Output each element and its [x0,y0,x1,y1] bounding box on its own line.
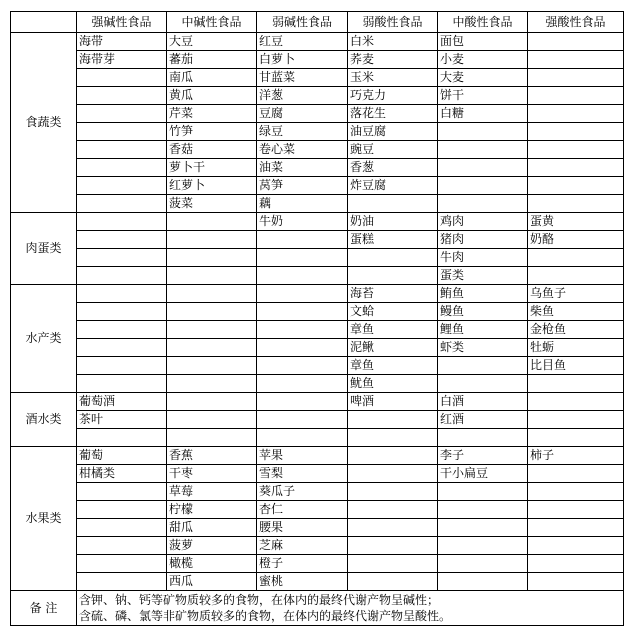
food-cell [77,159,167,177]
table-row [11,177,624,195]
food-cell [257,357,348,375]
column-header: 中酸性食品 [438,12,528,33]
food-cell [438,357,528,375]
food-cell [257,429,348,447]
food-cell [167,321,257,339]
food-cell: 白酒 [438,393,528,411]
food-cell: 南瓜 [167,69,257,87]
food-cell [77,555,167,573]
table-row [11,411,624,429]
food-cell [77,537,167,555]
food-cell: 香菇 [167,141,257,159]
food-cell [528,249,624,267]
table-row [11,195,624,213]
table-row [11,537,624,555]
food-cell [348,483,438,501]
food-cell [438,519,528,537]
table-row [11,141,624,159]
food-cell: 干枣 [167,465,257,483]
food-cell: 蛋糕 [348,231,438,249]
food-cell [167,429,257,447]
food-cell: 葵瓜子 [257,483,348,501]
food-cell [257,285,348,303]
table-row [11,321,624,339]
food-cell [167,375,257,393]
food-cell: 海苔 [348,285,438,303]
food-cell: 比目鱼 [528,357,624,375]
food-cell: 腰果 [257,519,348,537]
food-cell [348,555,438,573]
food-cell [438,375,528,393]
table-row [11,33,624,51]
food-cell [257,393,348,411]
food-cell [528,87,624,105]
food-cell: 西瓜 [167,573,257,591]
food-cell [77,501,167,519]
food-cell [528,69,624,87]
food-cell: 海带芽 [77,51,167,69]
food-acidity-table [10,11,624,626]
table-row [11,303,624,321]
food-cell: 油豆腐 [348,123,438,141]
food-cell [528,123,624,141]
table-row [11,213,624,231]
table-row [11,123,624,141]
food-cell [438,537,528,555]
food-cell [438,483,528,501]
food-cell: 甜瓜 [167,519,257,537]
food-cell: 白米 [348,33,438,51]
food-cell [438,429,528,447]
food-cell: 玉米 [348,69,438,87]
food-cell [167,357,257,375]
food-cell: 竹笋 [167,123,257,141]
table-row [11,483,624,501]
food-cell: 绿豆 [257,123,348,141]
food-cell: 鳗鱼 [438,303,528,321]
food-cell [348,519,438,537]
food-cell: 橄榄 [167,555,257,573]
food-cell: 白萝卜 [257,51,348,69]
food-cell [348,249,438,267]
food-cell [77,483,167,501]
header-row [11,12,624,33]
food-cell [348,465,438,483]
food-cell [528,555,624,573]
food-cell [528,195,624,213]
notes-line: 含钾、钠、钙等矿物质较多的食物，在体内的最终代谢产物呈碱性； [79,593,440,607]
food-cell [167,249,257,267]
table-row [11,357,624,375]
food-cell [348,447,438,465]
food-cell: 洋葱 [257,87,348,105]
food-cell: 乌鱼子 [528,285,624,303]
column-header: 中碱性食品 [167,12,257,33]
food-cell: 豌豆 [348,141,438,159]
food-cell [438,159,528,177]
food-cell: 鲤鱼 [438,321,528,339]
food-cell [257,339,348,357]
food-cell [77,141,167,159]
food-cell [438,195,528,213]
food-cell: 芹菜 [167,105,257,123]
table-row [11,465,624,483]
food-cell: 鱿鱼 [348,375,438,393]
food-cell: 藕 [257,195,348,213]
food-cell: 柴鱼 [528,303,624,321]
food-cell: 草莓 [167,483,257,501]
food-cell: 奶油 [348,213,438,231]
food-cell [528,105,624,123]
food-cell [348,537,438,555]
food-cell: 巧克力 [348,87,438,105]
food-cell: 牡蛎 [528,339,624,357]
food-cell: 蜜桃 [257,573,348,591]
food-cell [257,267,348,285]
table-row [11,267,624,285]
category-label: 肉蛋类 [11,213,77,285]
food-cell: 牛奶 [257,213,348,231]
food-cell: 萝卜干 [167,159,257,177]
food-cell [77,87,167,105]
food-cell [77,69,167,87]
food-cell [528,537,624,555]
food-cell: 豆腐 [257,105,348,123]
food-cell [77,231,167,249]
category-label: 酒水类 [11,393,77,447]
food-cell [77,519,167,537]
food-cell [77,303,167,321]
food-cell [438,123,528,141]
food-cell [77,213,167,231]
food-cell [528,573,624,591]
food-cell [528,411,624,429]
food-cell: 啤酒 [348,393,438,411]
table-row [11,375,624,393]
food-cell: 面包 [438,33,528,51]
food-cell [167,303,257,321]
food-cell: 蛋类 [438,267,528,285]
food-cell [77,321,167,339]
notes-text [77,591,624,626]
column-header: 弱酸性食品 [348,12,438,33]
table-row [11,429,624,447]
food-cell: 猪肉 [438,231,528,249]
food-cell [438,177,528,195]
column-header: 强碱性食品 [77,12,167,33]
food-cell: 黄瓜 [167,87,257,105]
food-cell [77,573,167,591]
notes-label: 备 注 [11,591,77,626]
food-cell: 文蛤 [348,303,438,321]
food-cell: 卷心菜 [257,141,348,159]
food-cell: 杏仁 [257,501,348,519]
food-cell [167,393,257,411]
food-cell: 牛肉 [438,249,528,267]
food-cell [77,285,167,303]
table-row [11,285,624,303]
food-cell: 菠菜 [167,195,257,213]
food-cell: 红豆 [257,33,348,51]
food-cell: 大豆 [167,33,257,51]
food-cell: 炸豆腐 [348,177,438,195]
food-cell [257,303,348,321]
table-row [11,339,624,357]
table-row [11,447,624,465]
food-cell [438,555,528,573]
food-cell [77,105,167,123]
notes-row [11,591,624,626]
food-cell: 干小扁豆 [438,465,528,483]
food-cell [257,321,348,339]
food-cell: 油菜 [257,159,348,177]
food-cell [348,195,438,213]
food-cell [528,429,624,447]
food-cell: 鸡肉 [438,213,528,231]
food-cell [348,267,438,285]
table-row [11,231,624,249]
food-cell [77,339,167,357]
food-cell: 甘蓝菜 [257,69,348,87]
food-cell [438,573,528,591]
food-cell: 海带 [77,33,167,51]
food-cell: 柠檬 [167,501,257,519]
food-cell [348,411,438,429]
food-cell [528,465,624,483]
food-cell [167,285,257,303]
food-cell: 雪梨 [257,465,348,483]
food-cell [528,393,624,411]
food-cell: 奶酪 [528,231,624,249]
food-cell [528,177,624,195]
food-cell: 饼干 [438,87,528,105]
food-cell: 落花生 [348,105,438,123]
food-cell [167,231,257,249]
table-row [11,51,624,69]
food-cell [528,33,624,51]
food-cell: 芝麻 [257,537,348,555]
food-cell [528,141,624,159]
food-cell: 鲔鱼 [438,285,528,303]
food-cell: 橙子 [257,555,348,573]
food-cell: 柑橘类 [77,465,167,483]
food-cell [77,177,167,195]
food-cell: 白糖 [438,105,528,123]
food-cell [77,357,167,375]
food-cell: 莴笋 [257,177,348,195]
food-cell: 香蕉 [167,447,257,465]
food-cell: 蛋黄 [528,213,624,231]
food-cell [167,411,257,429]
table-row [11,501,624,519]
food-cell [257,249,348,267]
table-row [11,69,624,87]
food-cell: 虾类 [438,339,528,357]
food-cell [528,483,624,501]
food-cell: 章鱼 [348,357,438,375]
food-cell: 红酒 [438,411,528,429]
food-cell: 葡萄酒 [77,393,167,411]
category-label: 水产类 [11,285,77,393]
table-row [11,87,624,105]
food-cell: 菠萝 [167,537,257,555]
food-cell: 葡萄 [77,447,167,465]
food-cell [528,375,624,393]
food-cell: 大麦 [438,69,528,87]
column-header: 弱碱性食品 [257,12,348,33]
table-row [11,393,624,411]
category-label: 水果类 [11,447,77,591]
food-cell: 红萝卜 [167,177,257,195]
food-cell [257,231,348,249]
food-cell [348,501,438,519]
food-cell [528,159,624,177]
food-cell: 章鱼 [348,321,438,339]
table-row [11,573,624,591]
food-cell: 泥鳅 [348,339,438,357]
header-corner [11,12,77,33]
food-cell [438,501,528,519]
table-row [11,159,624,177]
food-cell: 苹果 [257,447,348,465]
food-cell [528,519,624,537]
table-row [11,105,624,123]
food-cell: 李子 [438,447,528,465]
food-cell [528,501,624,519]
food-cell [528,267,624,285]
food-cell [348,573,438,591]
food-cell [77,429,167,447]
food-cell [167,213,257,231]
food-cell [167,267,257,285]
table-row [11,555,624,573]
food-cell [77,267,167,285]
food-cell: 荞麦 [348,51,438,69]
food-cell: 柿子 [528,447,624,465]
food-cell [77,249,167,267]
column-header: 强酸性食品 [528,12,624,33]
table-row [11,249,624,267]
food-cell [257,375,348,393]
food-cell [77,195,167,213]
food-cell: 蕃茄 [167,51,257,69]
notes-line: 含硫、磷、氯等非矿物质较多的食物，在体内的最终代谢产物呈酸性。 [79,609,452,623]
food-cell [438,141,528,159]
category-label: 食蔬类 [11,33,77,213]
food-cell [528,51,624,69]
food-cell: 香葱 [348,159,438,177]
food-cell [77,375,167,393]
food-cell: 茶叶 [77,411,167,429]
food-cell [77,123,167,141]
table-row [11,519,624,537]
food-cell [167,339,257,357]
food-cell [257,411,348,429]
food-cell: 小麦 [438,51,528,69]
food-cell [348,429,438,447]
food-cell: 金枪鱼 [528,321,624,339]
